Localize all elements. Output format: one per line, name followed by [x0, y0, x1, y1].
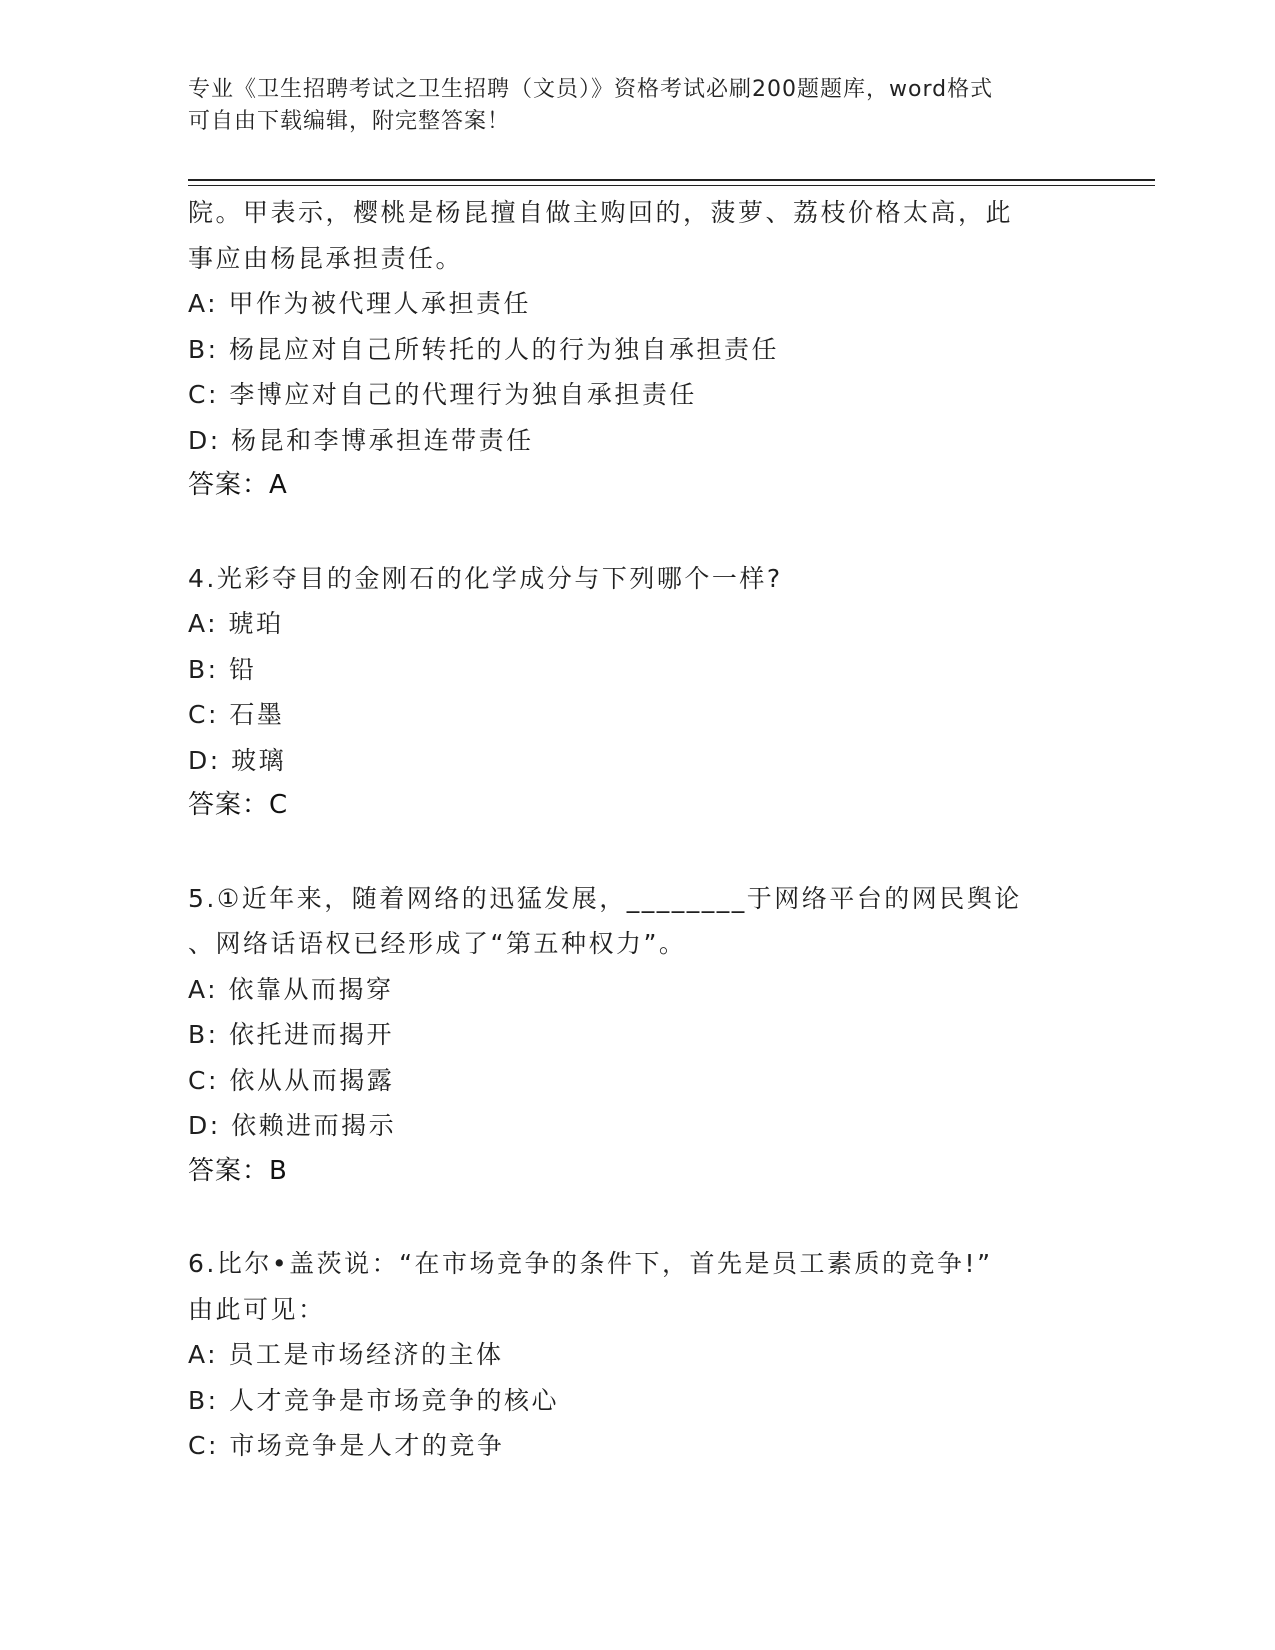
question-4-answer: 答案：C	[188, 790, 289, 820]
question-4-option-c: C: 石墨	[188, 700, 285, 729]
header-divider-thin	[188, 185, 1155, 186]
question-5-stem-line-1: 5.①近年来，随着网络的迅猛发展，________于网络平台的网民舆论	[188, 883, 1022, 913]
question-3-answer: 答案：A	[188, 470, 288, 500]
question-5-answer: 答案：B	[188, 1155, 288, 1186]
header-divider-thick	[188, 179, 1155, 181]
question-5-stem-line-2: 、网络话语权已经形成了“第五种权力”。	[188, 929, 687, 958]
question-6-option-a: A: 员工是市场经济的主体	[188, 1340, 504, 1369]
question-4-option-d: D: 玻璃	[188, 745, 287, 775]
spacer	[188, 1194, 1088, 1241]
question-4-option-b: B: 铅	[188, 654, 257, 684]
document-body	[188, 190, 1088, 1469]
question-5-option-c: C: 依从从而揭露	[188, 1065, 395, 1095]
question-6-stem-line-1: 6.比尔•盖茨说：“在市场竞争的条件下，首先是员工素质的竞争!”	[188, 1249, 993, 1278]
question-3-option-b: B: 杨昆应对自己所转托的人的行为独自承担责任	[188, 334, 780, 364]
page-header	[188, 74, 1088, 138]
question-3-option-d: D: 杨昆和李博承担连带责任	[188, 425, 534, 455]
question-3-stem-line-1: 院。甲表示，樱桃是杨昆擅自做主购回的，菠萝、荔枝价格太高，此	[188, 198, 1014, 227]
question-6-option-c: C: 市场竞争是人才的竞争	[188, 1431, 505, 1460]
question-6	[188, 1241, 1088, 1469]
question-3-option-a: A: 甲作为被代理人承担责任	[188, 289, 532, 318]
question-5	[188, 876, 1088, 1195]
question-3-stem-line-2: 事应由杨昆承担责任。	[188, 243, 464, 273]
header-title-line-1: 专业《卫生招聘考试之卫生招聘（文员）》资格考试必刷200题题库，word格式	[188, 77, 994, 102]
question-5-option-b: B: 依托进而揭开	[188, 1020, 395, 1049]
question-4	[188, 556, 1088, 829]
question-5-option-d: D: 依赖进而揭示	[188, 1111, 397, 1140]
question-6-option-b: B: 人才竞争是市场竞争的核心	[188, 1385, 560, 1415]
spacer	[188, 509, 1088, 556]
question-4-stem: 4.光彩夺目的金刚石的化学成分与下列哪个一样?	[188, 563, 783, 593]
header-title-line-2: 可自由下载编辑，附完整答案！	[188, 109, 511, 134]
question-6-stem-line-2: 由此可见：	[188, 1294, 326, 1324]
spacer	[188, 829, 1088, 876]
question-5-option-a: A: 依靠从而揭穿	[188, 974, 394, 1004]
question-4-option-a: A: 琥珀	[188, 609, 284, 638]
question-3-option-c: C: 李博应对自己的代理行为独自承担责任	[188, 380, 697, 409]
question-3-continued	[188, 190, 1088, 509]
